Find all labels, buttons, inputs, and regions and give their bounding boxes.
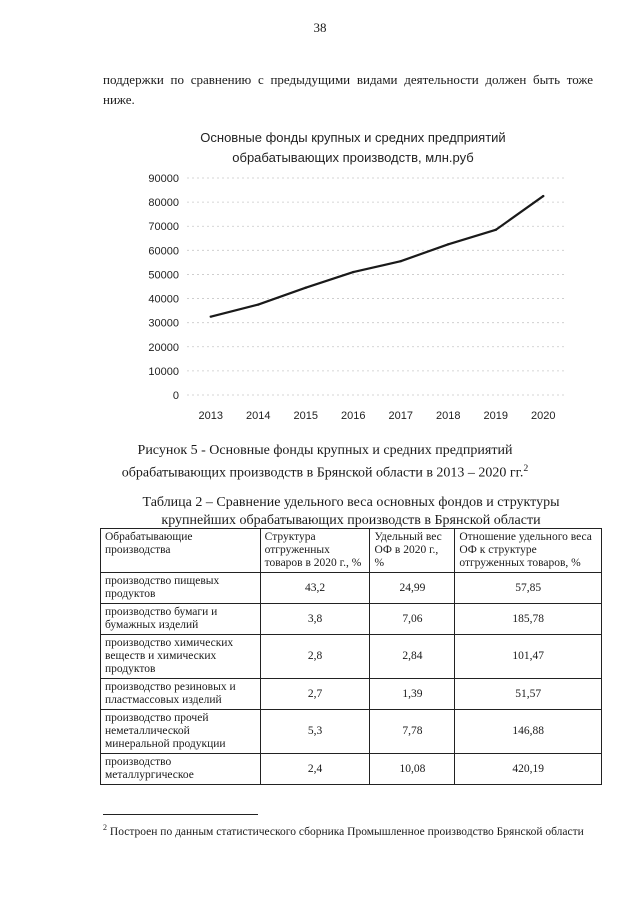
header-share: Удельный вес ОФ в 2020 г., %: [370, 529, 455, 573]
table-title-line1: Таблица 2 – Сравнение удельного веса основных фондов и структуры: [142, 495, 560, 510]
figure-caption: [90, 442, 560, 483]
chart-title-line1: Основные фонды крупных и средних предприятий: [200, 130, 506, 145]
table-row: [101, 635, 602, 679]
header-ratio: Отношение удельного веса ОФ к структуре отгруженных товаров, %: [455, 529, 602, 573]
row-share: 2,84: [370, 635, 455, 679]
chart-gridlines: [187, 178, 567, 395]
x-tick-label: 2019: [483, 410, 508, 422]
data-point: [257, 303, 259, 305]
table-row: [101, 604, 602, 635]
row-name: производство резиновых и пластмассовых изделий: [101, 679, 261, 710]
row-ratio: 51,57: [455, 679, 602, 710]
figure-caption-line1: Рисунок 5 - Основные фонды крупных и средних предприятий: [137, 443, 513, 458]
table-row: [101, 679, 602, 710]
chart-title-line2: обрабатывающих производств, млн.руб: [232, 150, 474, 165]
row-name: производство пищевых продуктов: [101, 573, 261, 604]
row-structure: 43,2: [260, 573, 370, 604]
table-row: [101, 573, 602, 604]
x-tick-label: 2013: [198, 410, 223, 422]
page-number: 38: [313, 20, 327, 35]
data-point: [305, 287, 307, 289]
header-production: Обрабатывающие производства: [101, 529, 261, 573]
row-name: производство металлургическое: [101, 754, 261, 785]
footnote-divider: [103, 814, 258, 815]
row-ratio: 57,85: [455, 573, 602, 604]
row-ratio: 420,19: [455, 754, 602, 785]
row-ratio: 146,88: [455, 710, 602, 754]
figure-caption-footnote-ref: 2: [523, 463, 529, 474]
chart-series: [210, 195, 545, 318]
x-tick-label: 2020: [531, 410, 556, 422]
y-tick-label: 40000: [148, 293, 179, 306]
y-tick-label: 50000: [148, 269, 179, 282]
row-name: производство прочей неметаллической минеральной продукции: [101, 710, 261, 754]
row-ratio: 101,47: [455, 635, 602, 679]
table-title: [100, 494, 602, 530]
x-tick-label: 2016: [341, 410, 366, 422]
row-structure: 2,4: [260, 754, 370, 785]
data-point: [352, 271, 354, 273]
y-tick-label: 20000: [148, 341, 179, 354]
data-point: [542, 195, 544, 197]
table-row: [101, 754, 602, 785]
row-share: 7,78: [370, 710, 455, 754]
table-row: [101, 710, 602, 754]
y-tick-label: 30000: [148, 317, 179, 330]
table-header-row: [101, 529, 602, 573]
line-chart: [127, 120, 580, 425]
row-share: 7,06: [370, 604, 455, 635]
data-point: [400, 260, 402, 262]
row-share: 1,39: [370, 679, 455, 710]
row-ratio: 185,78: [455, 604, 602, 635]
y-tick-label: 80000: [148, 197, 179, 210]
data-point: [447, 243, 449, 245]
row-structure: 2,8: [260, 635, 370, 679]
x-axis-ticks: [199, 410, 556, 422]
row-name: производство химических веществ и химических продуктов: [101, 635, 261, 679]
data-point: [495, 229, 497, 231]
footnote: [103, 820, 598, 840]
x-tick-label: 2015: [293, 410, 318, 422]
footnote-number: 2: [103, 823, 108, 832]
table-title-line2: крупнейших обрабатывающих производств в Брянской области: [161, 513, 541, 528]
row-share: 24,99: [370, 573, 455, 604]
row-structure: 5,3: [260, 710, 370, 754]
comparison-table: [100, 528, 602, 785]
y-tick-label: 90000: [148, 173, 179, 185]
footnote-text: Построен по данным статистического сборника Промышленное производство Брянской области: [109, 825, 584, 838]
row-share: 10,08: [370, 754, 455, 785]
row-structure: 2,7: [260, 679, 370, 710]
header-structure: Структура отгруженных товаров в 2020 г., %: [260, 529, 370, 573]
data-point: [210, 315, 212, 317]
x-tick-label: 2017: [388, 410, 413, 422]
row-name: производство бумаги и бумажных изделий: [101, 604, 261, 635]
y-tick-label: 10000: [148, 365, 179, 378]
y-axis-ticks: [148, 173, 179, 402]
y-tick-label: 0: [172, 390, 179, 402]
figure-caption-line2: обрабатывающих производств в Брянской области в 2013 – 2020 гг.: [121, 465, 524, 481]
y-tick-label: 60000: [148, 245, 179, 258]
y-tick-label: 70000: [148, 221, 179, 234]
row-structure: 3,8: [260, 604, 370, 635]
x-tick-label: 2018: [436, 410, 461, 422]
x-tick-label: 2014: [246, 410, 271, 422]
intro-paragraph: поддержки по сравнению с предыдущими видами деятельности должен быть тоже ниже.: [103, 72, 593, 107]
